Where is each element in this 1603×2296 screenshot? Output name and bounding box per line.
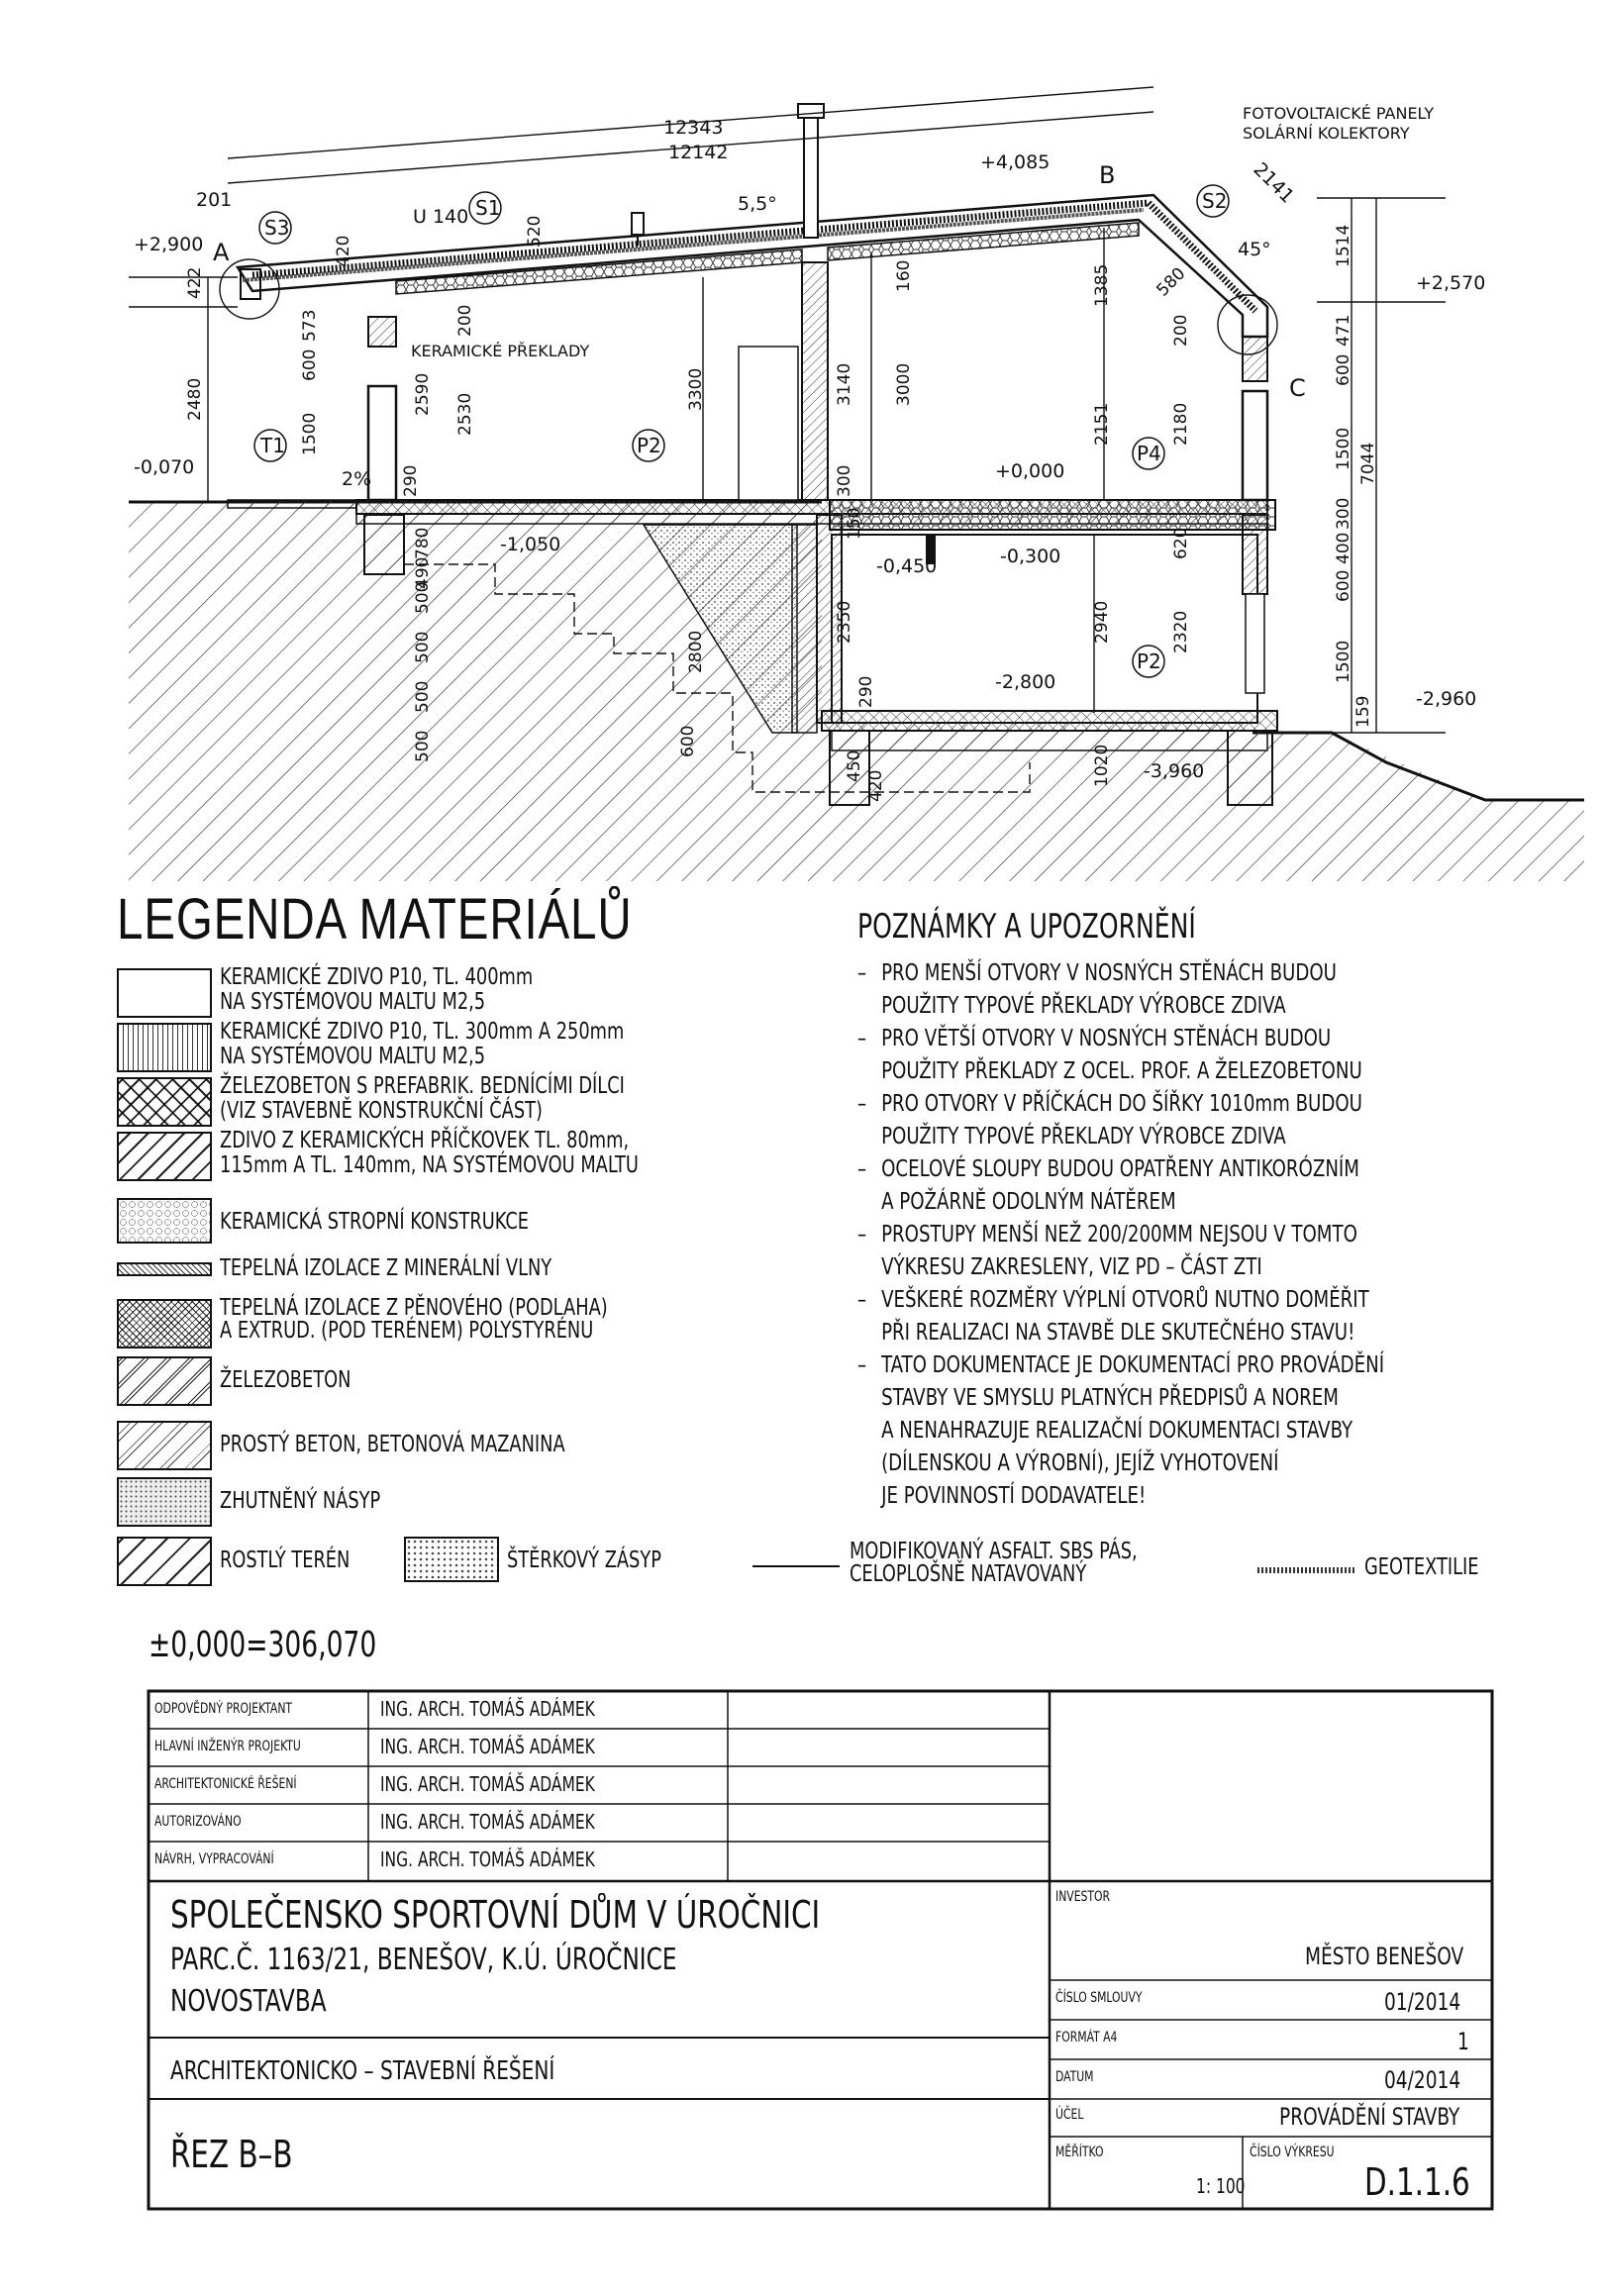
dim-v: 573 <box>300 309 320 342</box>
legend-geotextile-text: GEOTEXTILIE <box>1364 1554 1479 1580</box>
legend-text: ROSTLÝ TERÉN <box>220 1547 351 1573</box>
u140-label: U 140 <box>413 206 469 228</box>
dim-v: 1020 <box>1092 744 1112 787</box>
format-label: FORMÁT A4 <box>1055 2030 1118 2046</box>
marker-s2: S2 <box>1202 189 1228 213</box>
drawing-no-label: ČÍSLO VÝKRESU <box>1250 2145 1335 2160</box>
dim-v: 780 <box>413 527 433 559</box>
eave-dim: 201 <box>196 189 233 211</box>
note-item: – PRO MENŠÍ OTVORY V NOSNÝCH STĚNÁCH BUDOU POUŽITY TYPOVÉ PŘEKLADY VÝROBCE ZDIVA <box>857 958 1338 1019</box>
corner-angle: 45° <box>1238 239 1271 260</box>
dim-v: 500 <box>413 631 433 663</box>
legend-text: ZDIVO Z KERAMICKÝCH PŘÍČKOVEK TL. 80mm, <box>220 1128 630 1153</box>
dim-v: 2350 <box>835 600 854 644</box>
role-label: NÁVRH, VYPRACOVÁNÍ <box>154 1851 274 1867</box>
legend-membrane-text: CELOPLOŠNĚ NATAVOVANÝ <box>850 1561 1087 1587</box>
dim-v: 400 <box>1334 532 1353 564</box>
format-value: 1 <box>1457 2028 1469 2055</box>
elev-left: +2,900 <box>134 234 204 255</box>
dim-v: 600 <box>1334 353 1353 386</box>
dim-v: 2530 <box>455 392 475 436</box>
project-kind: NOVOSTAVBA <box>170 1984 327 2019</box>
dim-v: 200 <box>455 304 475 337</box>
elev-floor: +0,000 <box>995 460 1065 482</box>
legend-title: LEGENDA MATERIÁLŮ <box>117 887 633 951</box>
elev-basement-slab: -0,450 <box>876 555 938 577</box>
legend-text: 115mm A TL. 140mm, NA SYSTÉMOVOU MALTU <box>220 1152 639 1178</box>
dim-v: 471 <box>1334 314 1353 347</box>
scale-value: 1: 100 <box>1196 2174 1246 2198</box>
dim-v: 422 <box>185 266 205 299</box>
dim-v: 2480 <box>185 377 205 421</box>
marker-p2-lower: P2 <box>1137 649 1161 673</box>
dim-v: 2590 <box>413 372 433 416</box>
legend-text: PROSTÝ BETON, BETONOVÁ MAZANINA <box>220 1432 565 1457</box>
legend-text: ZHUTNĚNÝ NÁSYP <box>220 1488 381 1514</box>
elev-right-ground: -2,960 <box>1416 688 1477 710</box>
role-name: ING. ARCH. TOMÁŠ ADÁMEK <box>380 1847 595 1871</box>
project-part: ARCHITEKTONICKO – STAVEBNÍ ŘEŠENÍ <box>170 2056 555 2086</box>
scale-label: MĚŘÍTKO <box>1055 2145 1104 2160</box>
legend-text: KERAMICKÁ STROPNÍ KONSTRUKCE <box>220 1209 529 1235</box>
legend-text: TEPELNÁ IZOLACE Z PĚNOVÉHO (PODLAHA) <box>220 1295 608 1321</box>
dim-v: 7044 <box>1358 442 1378 485</box>
note-item: – TATO DOKUMENTACE JE DOKUMENTACÍ PRO PROVÁDĚNÍ STAVBY VE SMYSLU PLATNÝCH PŘEDPISŮ A NOREM A NENAHRAZUJE REALIZAČNÍ DOKUMENTACI STAVBY (DÍLENSKOU A VÝROBNÍ), JEJÍŽ VYHOTOVENÍ JE POVINNOSTÍ DODAVATELE! <box>857 1350 1385 1509</box>
legend-text: (VIZ STAVEBNĚ KONSTRUKČNÍ ČÁST) <box>220 1098 543 1124</box>
roof-slope: 5,5° <box>738 193 777 215</box>
legend-text: NA SYSTÉMOVOU MALTU M2,5 <box>220 1044 486 1069</box>
elev-left-ground: -0,070 <box>134 456 195 478</box>
overall-dim-2: 12142 <box>668 142 729 163</box>
notes-title: POZNÁMKY A UPOZORNĚNÍ <box>857 907 1196 947</box>
legend-text: ŽELEZOBETON <box>220 1367 351 1393</box>
note-item: – OCELOVÉ SLOUPY BUDOU OPATŘENY ANTIKORÓZNÍM A POŽÁRNĚ ODOLNÝM NÁTĚREM <box>857 1154 1359 1215</box>
dim-v: 150 <box>845 507 864 540</box>
point-a-label: A <box>213 239 230 266</box>
dim-v: 420 <box>334 235 353 267</box>
dim-v: 600 <box>1334 569 1353 602</box>
dim-v: 620 <box>1171 527 1191 559</box>
dim-v: 3300 <box>686 367 706 411</box>
note-item: – VEŠKERÉ ROZMĚRY VÝPLNÍ OTVORŮ NUTNO DOMĚŘIT PŘI REALIZACI NA STAVBĚ DLE SKUTEČNÉHO STAVU! <box>857 1285 1369 1346</box>
dim-v: 500 <box>413 680 433 713</box>
overall-dim-1: 12343 <box>663 117 724 139</box>
dim-v: 1385 <box>1092 263 1112 307</box>
marker-s1: S1 <box>475 196 501 220</box>
marker-s3: S3 <box>264 216 290 240</box>
dim-v: 200 <box>1171 314 1191 347</box>
marker-t1: T1 <box>260 434 285 457</box>
solar-label: SOLÁRNÍ KOLEKTORY <box>1243 124 1410 143</box>
dim-v: 160 <box>894 259 914 292</box>
dim-v: 500 <box>413 581 433 614</box>
contract-label: ČÍSLO SMLOUVY <box>1055 1990 1143 2006</box>
dim-v: 300 <box>1334 497 1353 530</box>
pv-label: FOTOVOLTAICKÉ PANELY <box>1243 104 1435 123</box>
role-label: AUTORIZOVÁNO <box>154 1814 242 1830</box>
elev-ridge: +4,085 <box>980 151 1051 173</box>
drawing-no-value: D.1.1.6 <box>1364 2160 1470 2204</box>
slope-2-label: 2% <box>342 468 372 490</box>
legend-text: TEPELNÁ IZOLACE Z MINERÁLNÍ VLNY <box>220 1255 552 1281</box>
drawing-title: ŘEZ B–B <box>170 2133 293 2176</box>
note-item: – PRO OTVORY V PŘÍČKÁCH DO ŠÍŘKY 1010mm BUDOU POUŽITY TYPOVÉ PŘEKLADY VÝROBCE ZDIVA <box>857 1089 1362 1149</box>
dim-v: 290 <box>401 464 421 497</box>
dim-v: 490 <box>413 556 433 589</box>
dim-v: 1500 <box>1334 640 1353 683</box>
dim-v: 290 <box>856 675 876 708</box>
dim-v: 520 <box>525 215 545 248</box>
dim-v: 420 <box>866 769 886 802</box>
elev-basement-found: -3,960 <box>1144 760 1205 782</box>
investor-label: INVESTOR <box>1055 1889 1111 1905</box>
project-parcel: PARC.Č. 1163/21, BENEŠOV, K.Ú. ÚROČNICE <box>170 1943 677 1977</box>
role-label: ODPOVĚDNÝ PROJEKTANT <box>154 1701 293 1717</box>
date-label: DATUM <box>1055 2069 1094 2085</box>
note-item: – PROSTUPY MENŠÍ NEŽ 200/200MM NEJSOU V TOMTO VÝKRESU ZAKRESLENY, VIZ PD – ČÁST ZTI <box>857 1220 1357 1280</box>
dim-v: 2180 <box>1171 402 1191 446</box>
dim-v: 2940 <box>1092 600 1112 644</box>
note-item: – PRO VĚTŠÍ OTVORY V NOSNÝCH STĚNÁCH BUDOU POUŽITY PŘEKLADY Z OCEL. PROF. A ŽELEZOBETONU <box>857 1024 1362 1084</box>
dim-v: 500 <box>413 730 433 762</box>
marker-p4: P4 <box>1137 442 1161 465</box>
role-name: ING. ARCH. TOMÁŠ ADÁMEK <box>380 1697 595 1721</box>
role-label: HLAVNÍ INŽENÝR PROJEKTU <box>154 1739 301 1754</box>
elev-basement-step: -0,300 <box>1000 546 1061 567</box>
dim-v: 1514 <box>1334 224 1353 267</box>
lintels-label: KERAMICKÉ PŘEKLADY <box>411 342 590 360</box>
project-name: SPOLEČENSKO SPORTOVNÍ DŮM V ÚROČNICI <box>170 1893 821 1937</box>
point-b-label: B <box>1099 161 1116 189</box>
contract-value: 01/2014 <box>1384 1988 1461 2016</box>
dim-v: 1500 <box>1334 427 1353 470</box>
legend-text: KERAMICKÉ ZDIVO P10, TL. 300mm A 250mm <box>220 1019 625 1045</box>
roof-edge-dim: 2141 <box>1249 157 1299 208</box>
investor-value: MĚSTO BENEŠOV <box>1305 1943 1464 1970</box>
legend-gravel-text: ŠTĚRKOVÝ ZÁSYP <box>507 1547 661 1573</box>
legend-membrane-text: MODIFIKOVANÝ ASFALT. SBS PÁS, <box>850 1539 1138 1564</box>
dim-v: 450 <box>845 749 864 782</box>
point-c-label: C <box>1289 374 1306 402</box>
purpose-value: PROVÁDĚNÍ STAVBY <box>1279 2103 1460 2131</box>
dim-v: 2800 <box>686 630 706 673</box>
role-name: ING. ARCH. TOMÁŠ ADÁMEK <box>380 1810 595 1834</box>
elev-basement-floor: -2,800 <box>995 671 1056 693</box>
legend-text: A EXTRUD. (POD TERÉNEM) POLYSTYRÉNU <box>220 1318 594 1344</box>
purpose-label: ÚČEL <box>1055 2107 1084 2123</box>
dim-v: 2320 <box>1171 610 1191 653</box>
dim-v: 159 <box>1353 695 1373 728</box>
legend-text: KERAMICKÉ ZDIVO P10, TL. 400mm <box>220 964 534 990</box>
dim-v: 1500 <box>300 412 320 455</box>
dim-v: 580 <box>1152 263 1190 301</box>
dim-v: 2151 <box>1092 402 1112 446</box>
legend-text: ŽELEZOBETON S PREFABRIK. BEDNÍCÍMI DÍLCI <box>220 1073 625 1099</box>
dim-v: 600 <box>678 725 698 757</box>
role-name: ING. ARCH. TOMÁŠ ADÁMEK <box>380 1735 595 1758</box>
dim-v: 600 <box>300 349 320 381</box>
role-name: ING. ARCH. TOMÁŠ ADÁMEK <box>380 1772 595 1796</box>
legend-text: NA SYSTÉMOVOU MALTU M2,5 <box>220 989 486 1015</box>
role-label: ARCHITEKTONICKÉ ŘEŠENÍ <box>154 1776 297 1792</box>
elev-found-left: -1,050 <box>500 534 561 555</box>
marker-p2-upper: P2 <box>637 434 661 457</box>
elev-right: +2,570 <box>1416 272 1486 294</box>
dim-v: 3000 <box>894 362 914 406</box>
dim-v: 3140 <box>835 362 854 406</box>
dim-v: 300 <box>835 464 854 497</box>
datum-elevation: ±0,000=306,070 <box>149 1625 377 1665</box>
date-value: 04/2014 <box>1384 2066 1461 2094</box>
